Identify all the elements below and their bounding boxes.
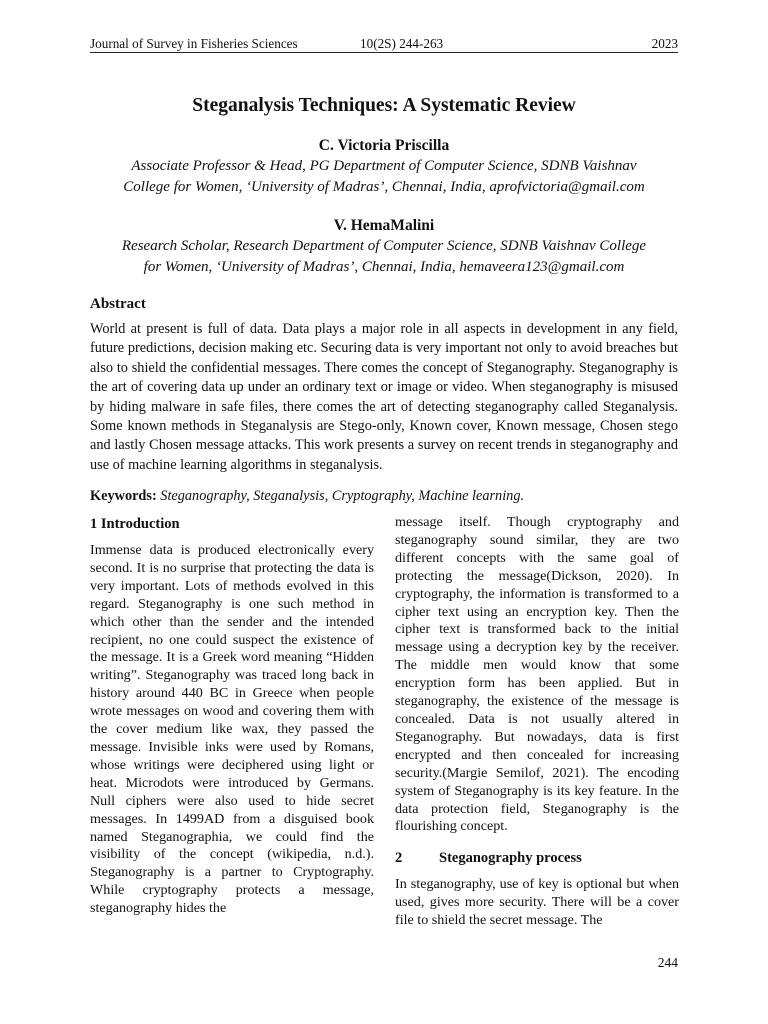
section-title: Steganography process (439, 850, 582, 866)
affiliation-line: College for Women, ‘University of Madras’, Chennai, India, aprofvictoria@gmail.com (123, 178, 645, 195)
introduction-text-right: message itself. Though cryptography and steganography sound similar, they are two different concepts with the same goal of protecting the message(Dickson, 2020). In cryptography, the information is transformed to a cipher text using an encryption key. Then the cipher text is transformed back to the initial message using a decryption key by the receiver. The middle men would know that some encryption form has been applied. But in steganography, the existence of the message is concealed. Data is not usually altered in Steganography. But nowadays, data is first encrypted and then concealed for increasing security.(Margie Semilof, 2021). The encoding system of Steganography is its key feature. In the data protection field, Steganography is the flourishing concept. (395, 514, 679, 835)
author-name-1: C. Victoria Priscilla (318, 137, 450, 154)
journal-year: 2023 (651, 36, 678, 51)
author-name-2: V. HemaMalini (333, 217, 435, 234)
affiliation-line: for Women, ‘University of Madras’, Chennai, India, hemaveera123@gmail.com (143, 258, 625, 275)
header-rule (90, 52, 678, 53)
section-heading-introduction: 1 Introduction (90, 516, 180, 532)
steganography-process-text: In steganography, use of key is optional but when used, gives more security. There will be a cover file to shield the secret message. The (395, 876, 679, 928)
affiliation-line: Research Scholar, Research Department of Computer Science, SDNB Vaishnav College (121, 238, 647, 254)
journal-volume: 10(2S) 244-263 (360, 36, 444, 51)
keywords-text: Steganography, Steganalysis, Cryptography, Machine learning. (160, 488, 525, 504)
author-affiliation-1 (90, 156, 678, 197)
abstract-text: World at present is full of data. Data plays a major role in all aspects in development in any field, future predictions, decision making etc. Securing data is very important not only to avoid breaches but also to shield the confidential messages. There comes the concept of Steganography. Steganography is the art of covering data up under an ordinary text or image or video. When steganography is misused by hiding malware in safe files, there comes the art of detecting steganography called Steganalysis. Some known methods in Steganalysis are Stego-only, Known cover, Known message, Chosen stego and lastly Chosen message attacks. This work presents a survey on recent trends in steganography and use of machine learning algorithms in steganalysis. (90, 321, 678, 473)
section-heading-steganography-process (395, 848, 582, 868)
journal-name: Journal of Survey in Fisheries Sciences (90, 36, 298, 51)
keywords-label: Keywords: (90, 488, 157, 504)
abstract-heading: Abstract (90, 296, 146, 312)
paper-title: Steganalysis Techniques: A Systematic Review (192, 95, 576, 116)
keywords (90, 486, 678, 506)
author-affiliation-2 (90, 236, 678, 277)
introduction-text-left: Immense data is produced electronically every second. It is no surprise that protecting the data is very important. Lots of methods evolved in this regard. Steganography is one such method in which other than the sender and the intended recipient, no one could suspect the existence of the message. It is a Greek word meaning “Hidden writing”. Steganography was traced long back in history around 440 BC in Greece when people wrote messages on wood and covering them with the cover medium like wax, they passed the message. Invisible inks were used by Romans, whose writings were deciphered using light or heat. Microdots were introduced by Germans. Null ciphers were also used to hide secret messages. In 1499AD from a disguised book named Steganographia, we could find the visibility of the concept (wikipedia, n.d.). Steganography is a partner to Cryptography. While cryptography protects a message, steganography hides the (90, 542, 374, 917)
section-number: 2 (395, 850, 403, 866)
affiliation-line: Associate Professor & Head, PG Department of Computer Science, SDNB Vaishnav (131, 158, 637, 174)
page-number: 244 (657, 955, 678, 970)
